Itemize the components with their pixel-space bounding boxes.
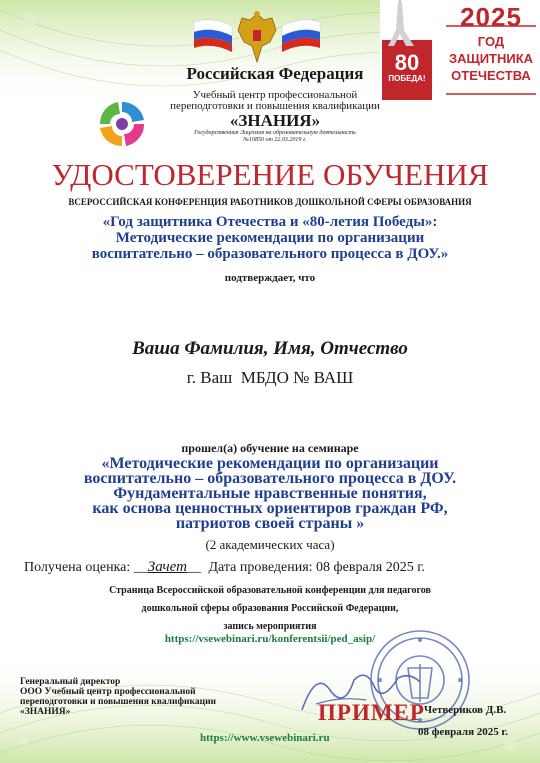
- website-link[interactable]: https://www.vsewebinari.ru: [200, 732, 330, 744]
- znaniya-logo-icon: [96, 98, 148, 150]
- org-name: «ЗНАНИЯ»: [229, 111, 321, 130]
- director-org-2: переподготовки и повышения квалификации: [20, 697, 217, 707]
- license-line-2: №10850 от 22.03.2019 г.: [243, 137, 307, 143]
- director-title: Генеральный директор: [20, 677, 121, 687]
- topic-line-2: Методические рекомендации по организации: [115, 230, 425, 246]
- director-org-3: «ЗНАНИЯ»: [20, 707, 71, 717]
- seminar-line-4: как основа ценностных ориентиров граждан РФ,: [92, 500, 448, 517]
- license-line-1: Государственная Лицензия на образовательную деятельность: [194, 130, 356, 136]
- grade-label: Получена оценка: __: [24, 560, 148, 575]
- signature-date: 08 февраля 2025 г.: [418, 726, 509, 738]
- recipient-name: Ваша Фамилия, Имя, Отчество: [132, 338, 408, 359]
- grade-row: [24, 559, 524, 576]
- page-info-line-1: Страница Всероссийской образовательной конференции для педагогов: [109, 585, 431, 596]
- year-badge: [380, 0, 540, 100]
- sample-watermark: ПРИМЕР: [318, 700, 425, 725]
- conference-name: ВСЕРОССИЙСКАЯ КОНФЕРЕНЦИЯ РАБОТНИКОВ ДОШКОЛЬНОЙ СФЕРЫ ОБРАЗОВАНИЯ: [68, 197, 472, 207]
- director-org-1: ООО Учебный центр профессиональной: [20, 687, 196, 697]
- badge-year: 2025: [460, 2, 522, 32]
- double-headed-eagle-icon: [238, 11, 276, 62]
- academic-hours: (2 академических часа): [205, 537, 335, 552]
- russian-flag-right-icon: [282, 20, 320, 52]
- grade-value: Зачет: [147, 559, 187, 575]
- topic-line-1: «Год защитника Отечества и «80-летия Победы»:: [102, 214, 438, 230]
- badge-line-1: ГОД: [477, 34, 505, 49]
- org-line-2: переподготовки и повышения квалификации: [170, 100, 380, 112]
- grade-tail: __: [186, 560, 201, 575]
- recipient-place: г. Ваш МБДО № ВАШ: [186, 368, 354, 387]
- seminar-line-3: Фундаментальные нравственные понятия,: [113, 485, 427, 502]
- badge-line-2: ЗАЩИТНИКА: [448, 51, 534, 66]
- coat-of-arms-emblem: [192, 8, 322, 66]
- russian-flag-left-icon: [194, 20, 232, 52]
- document-title: УДОСТОВЕРЕНИЕ ОБУЧЕНИЯ: [51, 157, 489, 192]
- motherland-statue-icon: [388, 2, 414, 46]
- completed-text: прошел(а) обучение на семинаре: [181, 441, 359, 455]
- victory-80-number: 80: [394, 50, 420, 75]
- victory-label: ПОБЕДА!: [388, 74, 426, 83]
- record-link[interactable]: https://vsewebinari.ru/konferentsii/ped_asip/: [164, 633, 376, 645]
- seminar-line-1: «Методические рекомендации по организации: [101, 455, 439, 472]
- record-label: запись мероприятия: [223, 621, 317, 632]
- signer-name: Четвериков Д.В.: [424, 704, 507, 716]
- seminar-line-5: патриотов своей страны »: [175, 515, 365, 532]
- org-line-1: Учебный центр профессиональной: [192, 89, 358, 101]
- page-info-line-2: дошкольной сферы образования Российской Федерации,: [141, 603, 399, 614]
- event-date: Дата проведения: 08 февраля 2025 г.: [208, 560, 425, 575]
- topic-line-3: воспитательно – образовательного процесса в ДОУ.»: [91, 246, 449, 262]
- country-name: Российская Федерация: [186, 64, 364, 83]
- badge-line-3: ОТЕЧЕСТВА: [451, 68, 531, 83]
- seminar-line-2: воспитательно – образовательного процесса в ДОУ.: [83, 470, 457, 487]
- confirms-text: подтверждает, что: [224, 272, 316, 284]
